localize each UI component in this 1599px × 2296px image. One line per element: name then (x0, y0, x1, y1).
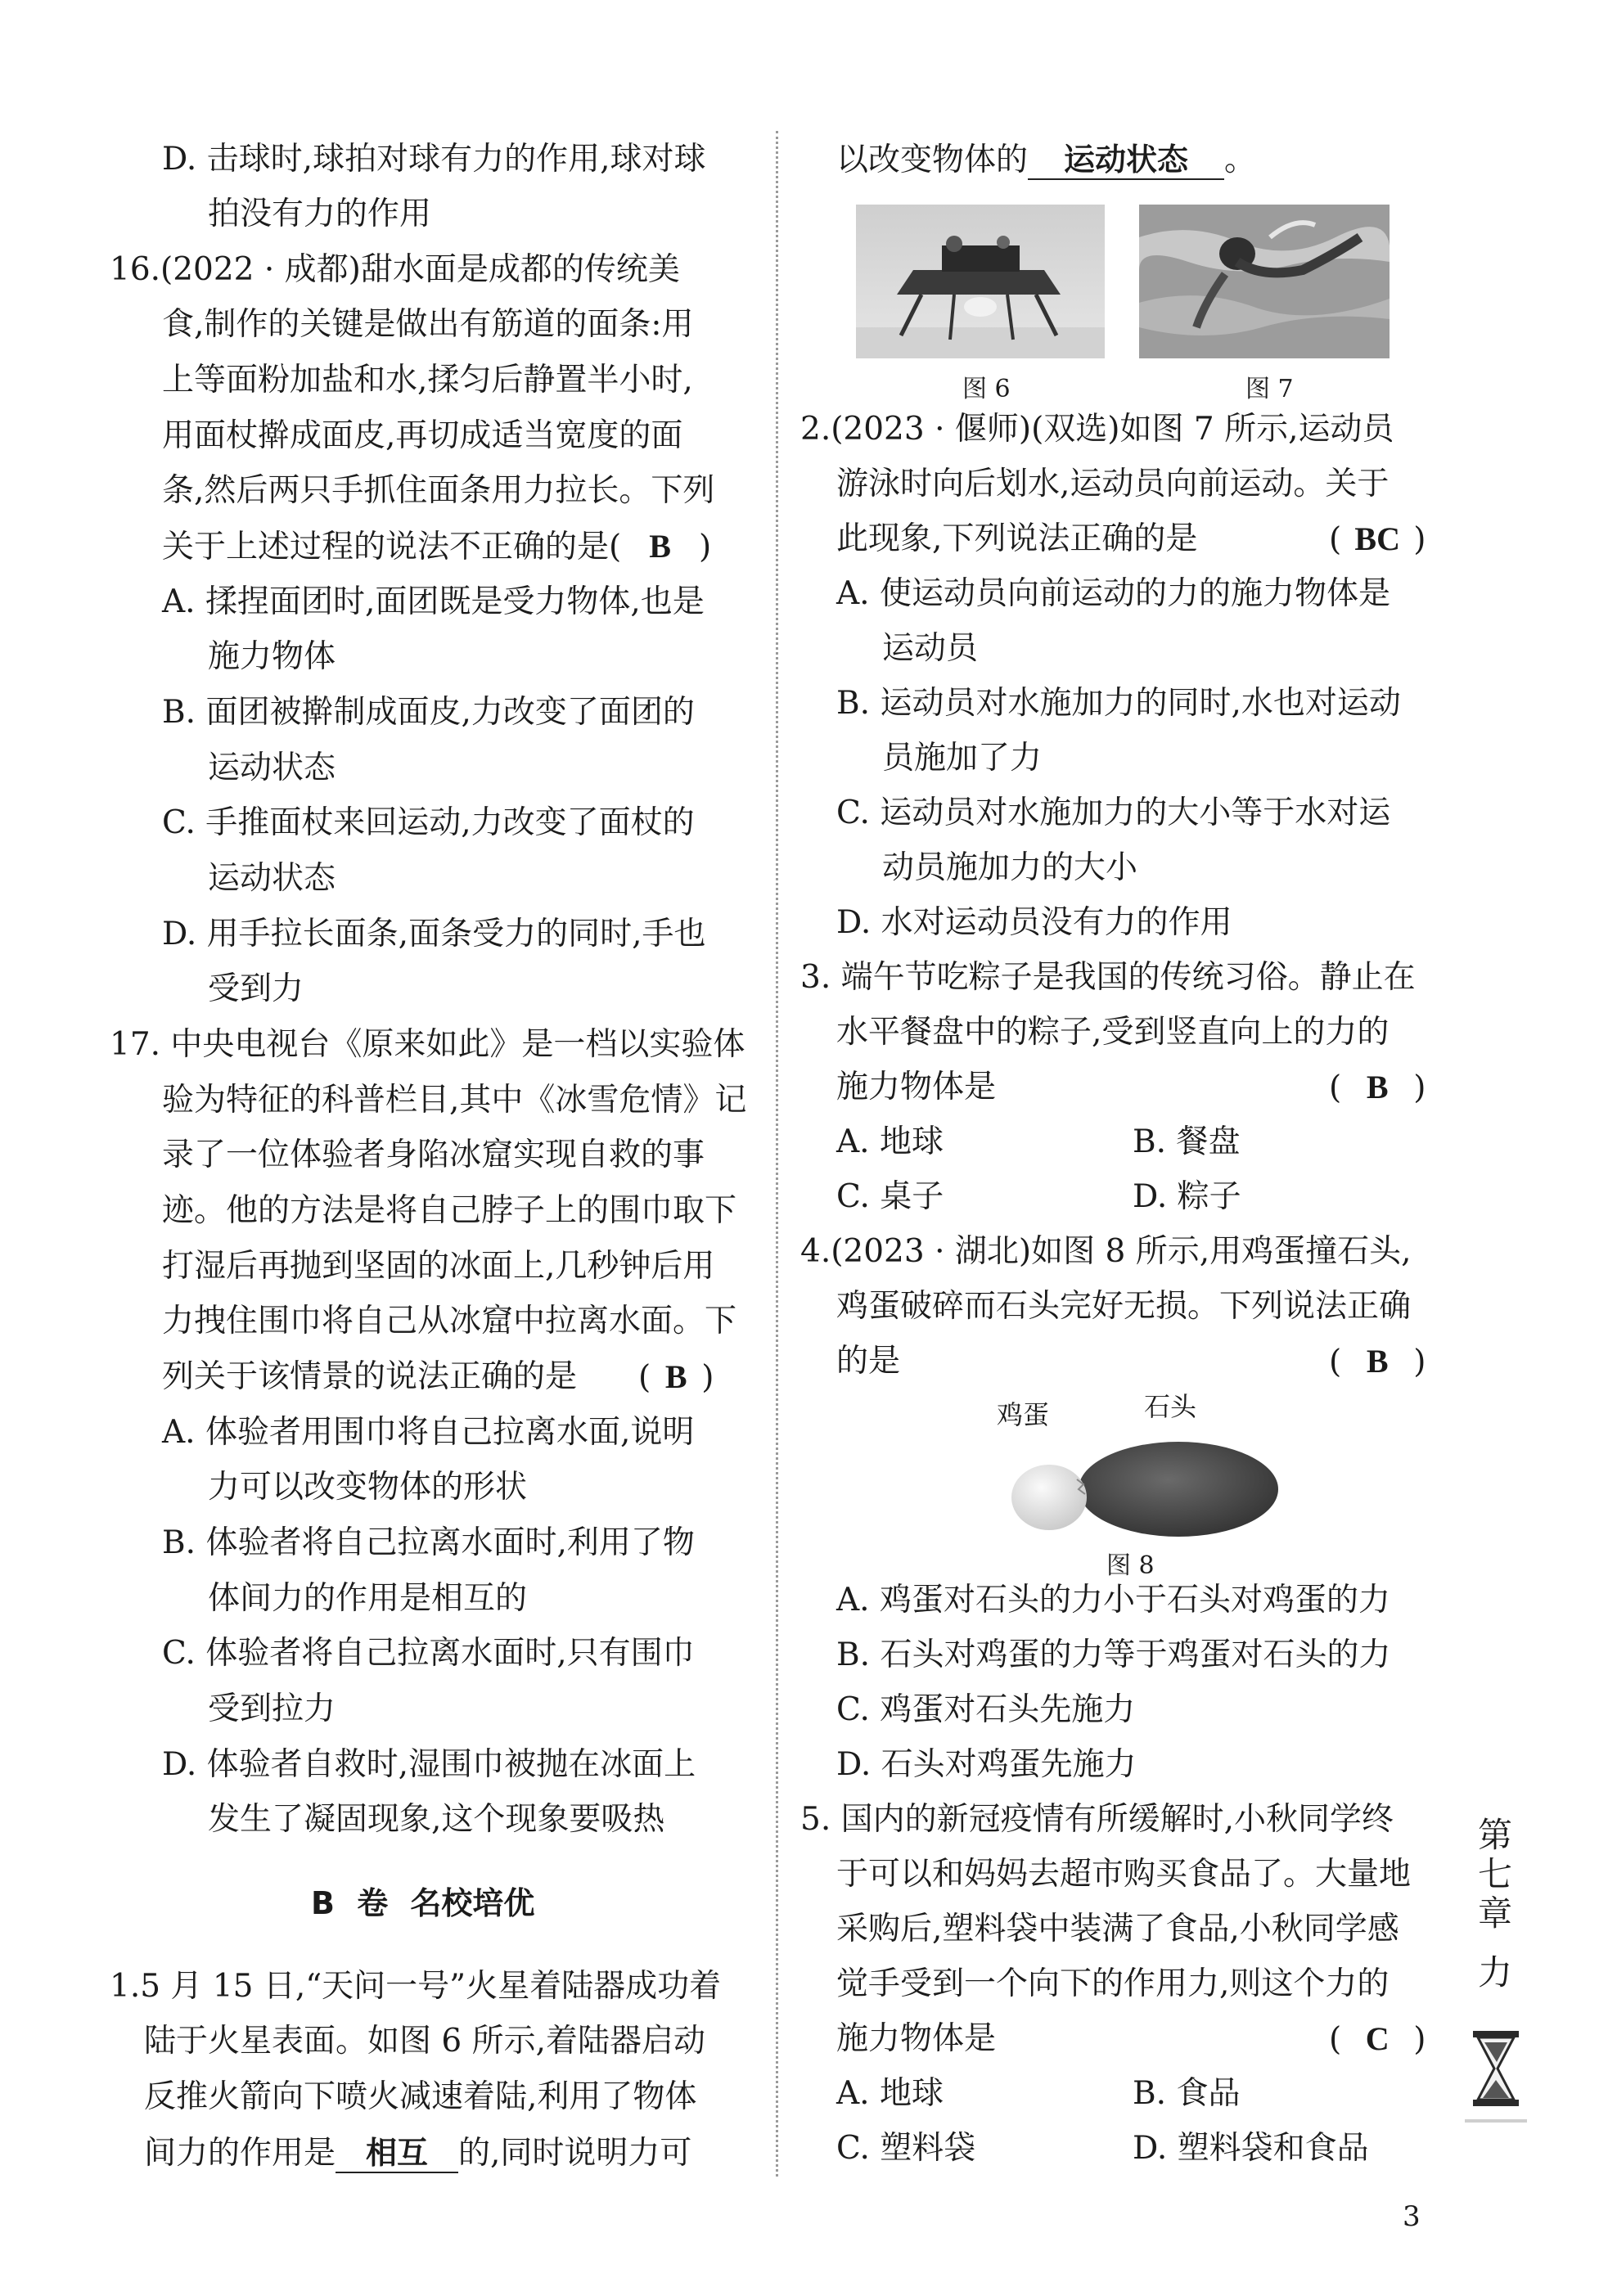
section-title: B 卷 名校培优 (311, 1885, 535, 1921)
q16-stem-line: 16.(2022 · 成都)甜水面是成都的传统美 (110, 251, 680, 288)
q16-stem-line (162, 528, 711, 566)
b2-option-a: A. 使运动员向前运动的力的施力物体是 (836, 575, 1390, 612)
b5-stem-last: 施力物体是 (836, 2020, 997, 2057)
b2-stem-last: 此现象,下列说法正确的是 (836, 520, 1198, 557)
b4-answer-bracket: ( B ) (1329, 1343, 1426, 1380)
q17-stem-last: 列关于该情景的说法正确的是 (162, 1358, 578, 1395)
side-tab-shadow (1465, 2119, 1527, 2123)
q16-option-d-cont: 受到力 (208, 970, 304, 1007)
b5-stem-line: 5. 国内的新冠疫情有所缓解时,小秋同学终 (800, 1801, 1394, 1838)
q16-stem-line: 条,然后两只手抓住面条用力拉长。下列 (162, 472, 715, 509)
q17-option-c: C. 体验者将自己拉离水面时,只有围巾 (162, 1635, 695, 1672)
b3-stem-line: 水平餐盘中的粽子,受到竖直向上的力的 (836, 1014, 1390, 1051)
q17-option-a-cont: 力可以改变物体的形状 (208, 1469, 528, 1506)
b2-option-d: D. 水对运动员没有力的作用 (836, 904, 1232, 941)
b1-stem-line: 1.5 月 15 日,“天问一号”火星着陆器成功着 (110, 1968, 722, 2005)
q17-stem-line: 17. 中央电视台《原来如此》是一档以实验体 (110, 1026, 745, 1063)
b2-option-b-cont: 员施加了力 (882, 740, 1043, 777)
q17-option-d-cont: 发生了凝固现象,这个现象要吸热 (208, 1801, 665, 1838)
q17-stem-line: 录了一位体验者身陷冰窟实现自救的事 (162, 1137, 705, 1173)
b2-answer-bracket: ( BC ) (1329, 520, 1426, 558)
b2-option-c: C. 运动员对水施加力的大小等于水对运 (836, 795, 1391, 831)
b3-answer-bracket: ( B ) (1329, 1069, 1426, 1106)
swimmer-illustration (1139, 205, 1390, 358)
q17-stem-line: 力拽住围巾将自己从冰窟中拉离水面。下 (162, 1303, 737, 1339)
b4-stem-last: 的是 (836, 1343, 901, 1380)
b1-last-post: 的,同时说明力可 (458, 2135, 692, 2172)
q17-stem-line: 验为特征的科普栏目,其中《冰雪危情》记 (162, 1082, 747, 1119)
b5-stem-line: 觉手受到一个向下的作用力,则这个力的 (836, 1965, 1390, 2002)
b5-stem-line: 采购后,塑料袋中装满了食品,小秋同学感 (836, 1911, 1399, 1947)
q17-option-b-cont: 体间力的作用是相互的 (208, 1580, 528, 1617)
hourglass-icon (1470, 2029, 1522, 2108)
q16-close-paren: ) (699, 529, 712, 565)
b3-option-d: D. 粽子 (1133, 1178, 1241, 1215)
q16-answer: B (649, 528, 671, 565)
b1-blank-2: 运动状态 (1028, 141, 1224, 180)
b3-stem-line: 3. 端午节吃粽子是我国的传统习俗。静止在 (800, 959, 1416, 996)
q16-option-a: A. 揉捏面团时,面团既是受力物体,也是 (162, 583, 705, 620)
b1-cont-pre: 以改变物体的 (836, 142, 1029, 178)
b1-last-pre: 间力的作用是 (144, 2135, 336, 2172)
q16-option-d: D. 用手拉长面条,面条受力的同时,手也 (162, 916, 706, 952)
q16-option-b-cont: 运动状态 (208, 750, 336, 786)
b4-option-d: D. 石头对鸡蛋先施力 (836, 1746, 1137, 1783)
b2-stem-line: 游泳时向后划水,运动员向前运动。关于 (836, 466, 1390, 502)
b5-option-d: D. 塑料袋和食品 (1133, 2130, 1369, 2167)
q17-stem-line: 迹。他的方法是将自己脖子上的围巾取下 (162, 1192, 737, 1229)
b2-answer: BC (1354, 520, 1400, 557)
q17-option-a: A. 体验者用围巾将自己拉离水面,说明 (162, 1414, 695, 1451)
chapter-char: 七 (1478, 1854, 1513, 1894)
b4-stem-line: 4.(2023 · 湖北)如图 8 所示,用鸡蛋撞石头, (800, 1233, 1412, 1270)
b2-option-b: B. 运动员对水施加力的同时,水也对运动 (836, 685, 1401, 722)
b3-option-c: C. 桌子 (836, 1178, 944, 1215)
b1-cont-post: 。 (1224, 142, 1257, 178)
b5-answer: C (1365, 2020, 1390, 2057)
figure-8-caption: 图 8 (1106, 1551, 1155, 1580)
q17-answer: B (664, 1358, 687, 1395)
figure-7-swimmer-photo (1139, 205, 1390, 358)
b5-stem-line: 于可以和妈妈去超市购买食品了。大量地 (836, 1856, 1412, 1893)
b4-option-a: A. 鸡蛋对石头的力小于石头对鸡蛋的力 (836, 1582, 1390, 1618)
q16-option-a-cont: 施力物体 (208, 638, 336, 675)
b3-option-a: A. 地球 (836, 1123, 944, 1160)
q17-option-d: D. 体验者自救时,湿围巾被抛在冰面上 (162, 1746, 696, 1783)
page-number: 3 (1403, 2200, 1421, 2233)
column-divider (776, 131, 778, 2177)
q15-option-d-line1: D. 击球时,球拍对球有力的作用,球对球 (162, 141, 706, 178)
b1-continuation (836, 141, 1256, 180)
b4-stem-line: 鸡蛋破碎而石头完好无损。下列说法正确 (836, 1288, 1412, 1325)
figure-6-lander-photo (856, 205, 1105, 358)
q16-option-c: C. 手推面杖来回运动,力改变了面杖的 (162, 804, 695, 841)
stone-label: 石头 (1144, 1391, 1197, 1422)
q16-stem-line: 上等面粉加盐和水,揉匀后静置半小时, (162, 362, 693, 398)
lander-illustration (856, 205, 1105, 358)
q16-stem-line: 用面杖擀成面皮,再切成适当宽度的面 (162, 417, 683, 454)
figure-7-caption: 图 7 (1245, 375, 1294, 403)
b2-option-c-cont: 动员施加力的大小 (882, 849, 1138, 886)
q17-stem-line: 打湿后再抛到坚固的冰面上,几秒钟后用 (162, 1248, 715, 1285)
b1-stem-line: 反推火箭向下喷火减速着陆,利用了物体 (144, 2078, 697, 2115)
egg-label: 鸡蛋 (997, 1399, 1050, 1430)
b5-option-a: A. 地球 (836, 2075, 944, 2112)
chapter-char: 章 (1478, 1893, 1513, 1934)
b2-option-a-cont: 运动员 (882, 630, 979, 667)
q17-option-c-cont: 受到拉力 (208, 1690, 336, 1727)
b3-stem-last: 施力物体是 (836, 1069, 997, 1105)
q16-stem-last: 关于上述过程的说法不正确的是( (162, 529, 622, 565)
b3-answer: B (1366, 1069, 1389, 1105)
b1-stem-last (144, 2134, 691, 2173)
q16-option-b: B. 面团被擀制成面皮,力改变了面团的 (162, 694, 695, 731)
b5-option-c: C. 塑料袋 (836, 2130, 976, 2167)
chapter-char: 第 (1478, 1815, 1513, 1855)
b4-answer: B (1366, 1343, 1389, 1380)
b2-stem-line: 2.(2023 · 偃师)(双选)如图 7 所示,运动员 (800, 411, 1394, 448)
figure-8-egg-stone (980, 1391, 1291, 1540)
b1-stem-line: 陆于火星表面。如图 6 所示,着陆器启动 (144, 2023, 706, 2060)
chapter-char: 力 (1478, 1952, 1513, 1992)
q16-option-c-cont: 运动状态 (208, 860, 336, 897)
b1-blank-1: 相互 (336, 2134, 458, 2173)
b5-answer-bracket: ( C ) (1329, 2020, 1426, 2058)
b5-option-b: B. 食品 (1133, 2075, 1241, 2112)
b4-option-c: C. 鸡蛋对石头先施力 (836, 1691, 1136, 1728)
figure-6-caption: 图 6 (962, 375, 1011, 403)
q16-stem-line: 食,制作的关键是做出有筋道的面条:用 (162, 306, 694, 343)
b3-option-b: B. 餐盘 (1133, 1123, 1241, 1160)
q15-option-d-line2: 拍没有力的作用 (208, 196, 432, 232)
q17-answer-bracket: ( B ) (638, 1358, 714, 1396)
b4-option-b: B. 石头对鸡蛋的力等于鸡蛋对石头的力 (836, 1636, 1391, 1673)
q17-option-b: B. 体验者将自己拉离水面时,利用了物 (162, 1524, 695, 1561)
